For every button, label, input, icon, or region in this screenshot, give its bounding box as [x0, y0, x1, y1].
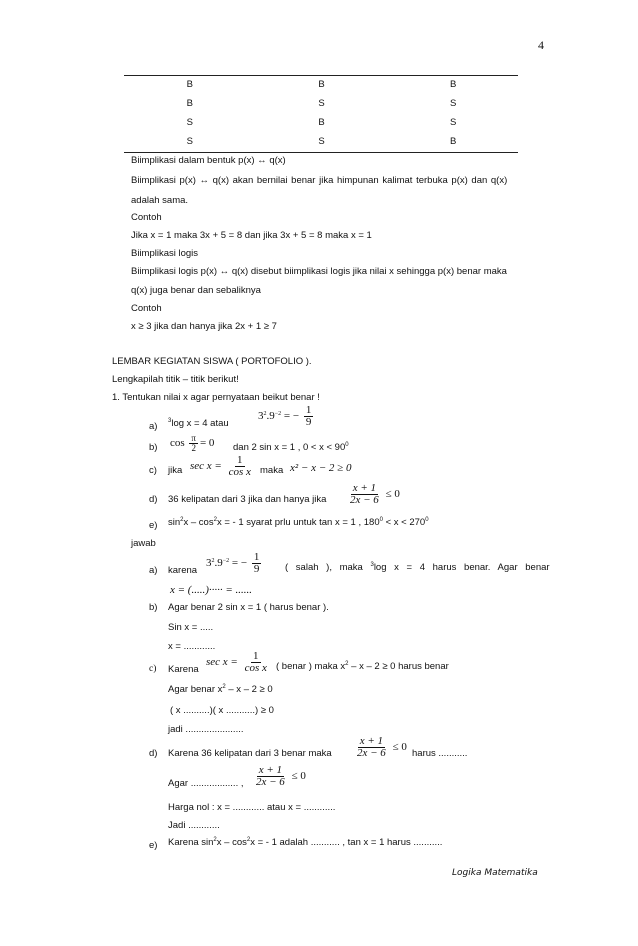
fraction-denominator: 2x − 6 — [256, 776, 285, 788]
answer-d-label: d) — [149, 748, 158, 759]
item-c-ineq: x² − x − 2 ≥ 0 — [290, 462, 352, 474]
text: ( salah ), maka — [285, 562, 363, 573]
truth-table-cell: B — [449, 79, 457, 90]
fraction — [243, 651, 269, 674]
sec-expr: sec x = — [206, 656, 238, 669]
degree: 0 — [345, 442, 349, 448]
answer-c-formula — [206, 651, 271, 674]
formula-mid: .9 — [266, 410, 275, 423]
answer-e-label: e) — [149, 840, 158, 851]
item-c-jika: jika — [168, 465, 183, 476]
item-c-formula — [190, 455, 255, 478]
answer-c-karena: Karena — [168, 664, 199, 675]
truth-table-row — [124, 113, 519, 132]
fraction-denominator: 9 — [305, 416, 312, 428]
truth-table-cell: B — [449, 136, 457, 147]
truth-table-cell: B — [318, 117, 325, 128]
intro-line-3: adalah sama. — [131, 195, 189, 206]
item-e-label: e) — [149, 520, 158, 531]
fraction-denominator: 9 — [253, 563, 260, 575]
fraction-numerator: 1 — [253, 650, 259, 662]
jawab-label: jawab — [131, 538, 156, 549]
item-e-text — [168, 517, 429, 528]
truth-table-cell: S — [449, 117, 457, 128]
formula-exp2: −2 — [222, 558, 230, 565]
fraction — [355, 736, 388, 759]
question-1: 1. Tentukan nilai x agar pernyataan beikut benar ! — [112, 392, 320, 403]
intro-line-8: q(x) juga benar dan sebaliknya — [131, 285, 261, 296]
intro-line-7: Biimplikasi logis p(x) ↔ q(x) disebut biimplikasi logis jika nilai x sehingga p(x) benar maka — [131, 266, 507, 277]
answer-b-sin: Sin x = ..... — [168, 622, 214, 633]
item-c-maka: maka — [260, 465, 284, 476]
item-b-text — [233, 442, 349, 453]
formula-eq: = 0 — [199, 437, 215, 450]
sup: 2 — [213, 517, 217, 523]
cos-fn: cos — [170, 437, 185, 450]
page-number: 4 — [538, 38, 544, 52]
truth-table-cell: S — [449, 98, 457, 109]
text: – x – 2 ≥ 0 — [225, 684, 273, 695]
item-d-formula — [346, 483, 400, 506]
truth-table-row — [124, 94, 519, 113]
item-d-text: 36 kelipatan dari 3 jika dan hanya jika — [168, 494, 327, 505]
sup: 2 — [246, 837, 251, 843]
sup: 2 — [213, 837, 217, 843]
item-d-label: d) — [149, 494, 158, 505]
fraction-numerator: x + 1 — [359, 735, 384, 747]
item-b-label: b) — [149, 442, 158, 453]
formula-eq: = − — [231, 557, 248, 570]
intro-line-10: x ≥ 3 jika dan hanya jika 2x + 1 ≥ 7 — [131, 321, 277, 332]
relation: ≤ 0 — [385, 488, 400, 501]
answer-c-jadi: jadi ...................... — [168, 724, 244, 735]
fraction-denominator: 2x − 6 — [350, 494, 379, 506]
fraction-numerator: π — [191, 433, 196, 443]
truth-table — [124, 75, 519, 151]
item-a-text — [168, 418, 229, 429]
fraction-denominator: cos x — [244, 662, 267, 674]
degree: 0 — [425, 517, 429, 523]
truth-table-cell: B — [186, 79, 193, 90]
relation: ≤ 0 — [291, 770, 306, 783]
answer-d-formula-2 — [252, 765, 306, 788]
fraction-denominator: 2 — [191, 443, 196, 453]
formula-exp1: 2 — [263, 411, 267, 418]
truth-table-cell: S — [186, 117, 193, 128]
answer-d-harus: harus ........... — [412, 748, 468, 759]
item-a-formula — [258, 405, 315, 428]
answer-d-text: Karena 36 kelipatan dari 3 benar maka — [168, 748, 332, 759]
answer-d-jadi: Jadi ............ — [168, 820, 220, 831]
text: sin — [168, 517, 181, 528]
fraction-numerator: x + 1 — [352, 482, 377, 494]
intro-line-6: Biimplikasi logis — [131, 248, 199, 259]
answer-e-text — [168, 837, 442, 848]
formula-base: 3 — [258, 410, 264, 423]
formula-base: 3 — [206, 557, 212, 570]
text: x = - 1 adalah ........... , tan x = 1 harus ........... — [250, 837, 443, 848]
text: Agar benar x — [168, 684, 223, 695]
text: x – cos — [216, 837, 247, 848]
truth-table-cell: B — [186, 98, 193, 109]
sup: 2 — [345, 661, 349, 667]
text: < x < 270 — [382, 517, 426, 528]
truth-table-cell: S — [186, 136, 193, 147]
fraction — [304, 405, 314, 428]
truth-table-row — [124, 75, 519, 94]
answer-a-label: a) — [149, 565, 158, 576]
answer-c-text — [276, 661, 449, 672]
fraction-denominator: cos x — [228, 466, 251, 478]
intro-line-4: Contoh — [131, 212, 162, 223]
answer-b-label: b) — [149, 602, 158, 613]
text: x = - 1 syarat prlu untuk tan x = 1 , 180 — [216, 517, 380, 528]
answer-b-x: x = ............ — [168, 641, 216, 652]
intro-line-1: Biimplikasi dalam bentuk p(x) ↔ q(x) — [131, 155, 286, 166]
fraction — [252, 552, 262, 575]
fraction — [348, 483, 381, 506]
fraction — [227, 455, 253, 478]
footer: Logika Matematika — [452, 868, 538, 878]
sup: 2 — [222, 684, 226, 690]
fraction-numerator: x + 1 — [258, 764, 283, 776]
formula-mid: .9 — [214, 557, 223, 570]
answer-a-line2: x = (.....)····· = ...... — [170, 584, 253, 596]
fraction-numerator: 1 — [253, 551, 260, 563]
truth-table-cell: B — [318, 79, 325, 90]
item-a-label: a) — [149, 421, 158, 432]
answer-a-text — [285, 562, 550, 573]
text: – x – 2 ≥ 0 harus benar — [348, 661, 449, 672]
worksheet-instruction: Lengkapilah titik – titik berikut! — [112, 374, 239, 385]
item-a-log: log x = 4 atau — [171, 418, 229, 429]
worksheet-title: LEMBAR KEGIATAN SISWA ( PORTOFOLIO ). — [112, 356, 312, 367]
text: ( benar ) maka x — [276, 661, 346, 672]
fraction — [254, 765, 287, 788]
text: log x = 4 harus benar. Agar benar — [373, 562, 550, 573]
intro-line-5: Jika x = 1 maka 3x + 5 = 8 dan jika 3x + 5 = 8 maka x = 1 — [131, 230, 372, 241]
formula-exp2: −2 — [274, 411, 282, 418]
text: Karena sin — [168, 837, 214, 848]
fraction-numerator: 1 — [237, 454, 243, 466]
fraction-denominator: 2x − 6 — [357, 747, 386, 759]
log-base: 3 — [370, 562, 374, 568]
text: x – cos — [183, 517, 214, 528]
relation: ≤ 0 — [392, 741, 407, 754]
answer-c-factor: ( x ..........)( x ...........) ≥ 0 — [170, 705, 274, 716]
sec-expr: sec x = — [190, 460, 222, 473]
fraction-numerator: 1 — [305, 404, 312, 416]
fraction — [189, 434, 198, 453]
answer-c-label: c) — [149, 664, 157, 674]
answer-d-harga: Harga nol : x = ............ atau x = ............ — [168, 802, 336, 813]
sup: 2 — [180, 517, 184, 523]
item-b-formula — [170, 434, 214, 453]
truth-table-cell: S — [318, 136, 325, 147]
answer-d-formula — [353, 736, 407, 759]
formula-exp1: 2 — [211, 558, 215, 565]
intro-line-2: Biimplikasi p(x) ↔ q(x) akan bernilai benar jika himpunan kalimat terbuka p(x) dan q(x) — [131, 175, 508, 186]
truth-table-row — [124, 132, 519, 151]
degree: 0 — [379, 517, 383, 523]
log-base: 3 — [168, 418, 172, 424]
answer-d-agar: Agar .................. , — [168, 778, 244, 789]
formula-eq: = − — [283, 410, 300, 423]
answer-a-karena: karena — [168, 565, 198, 576]
answer-b-text: Agar benar 2 sin x = 1 ( harus benar ). — [168, 602, 329, 613]
answer-c-agar — [168, 684, 273, 695]
item-b-condition: dan 2 sin x = 1 , 0 < x < 90 — [233, 442, 346, 453]
truth-table-cell: S — [318, 98, 325, 109]
answer-a-formula — [206, 552, 263, 575]
intro-line-9: Contoh — [131, 303, 162, 314]
item-c-label: c) — [149, 465, 157, 476]
